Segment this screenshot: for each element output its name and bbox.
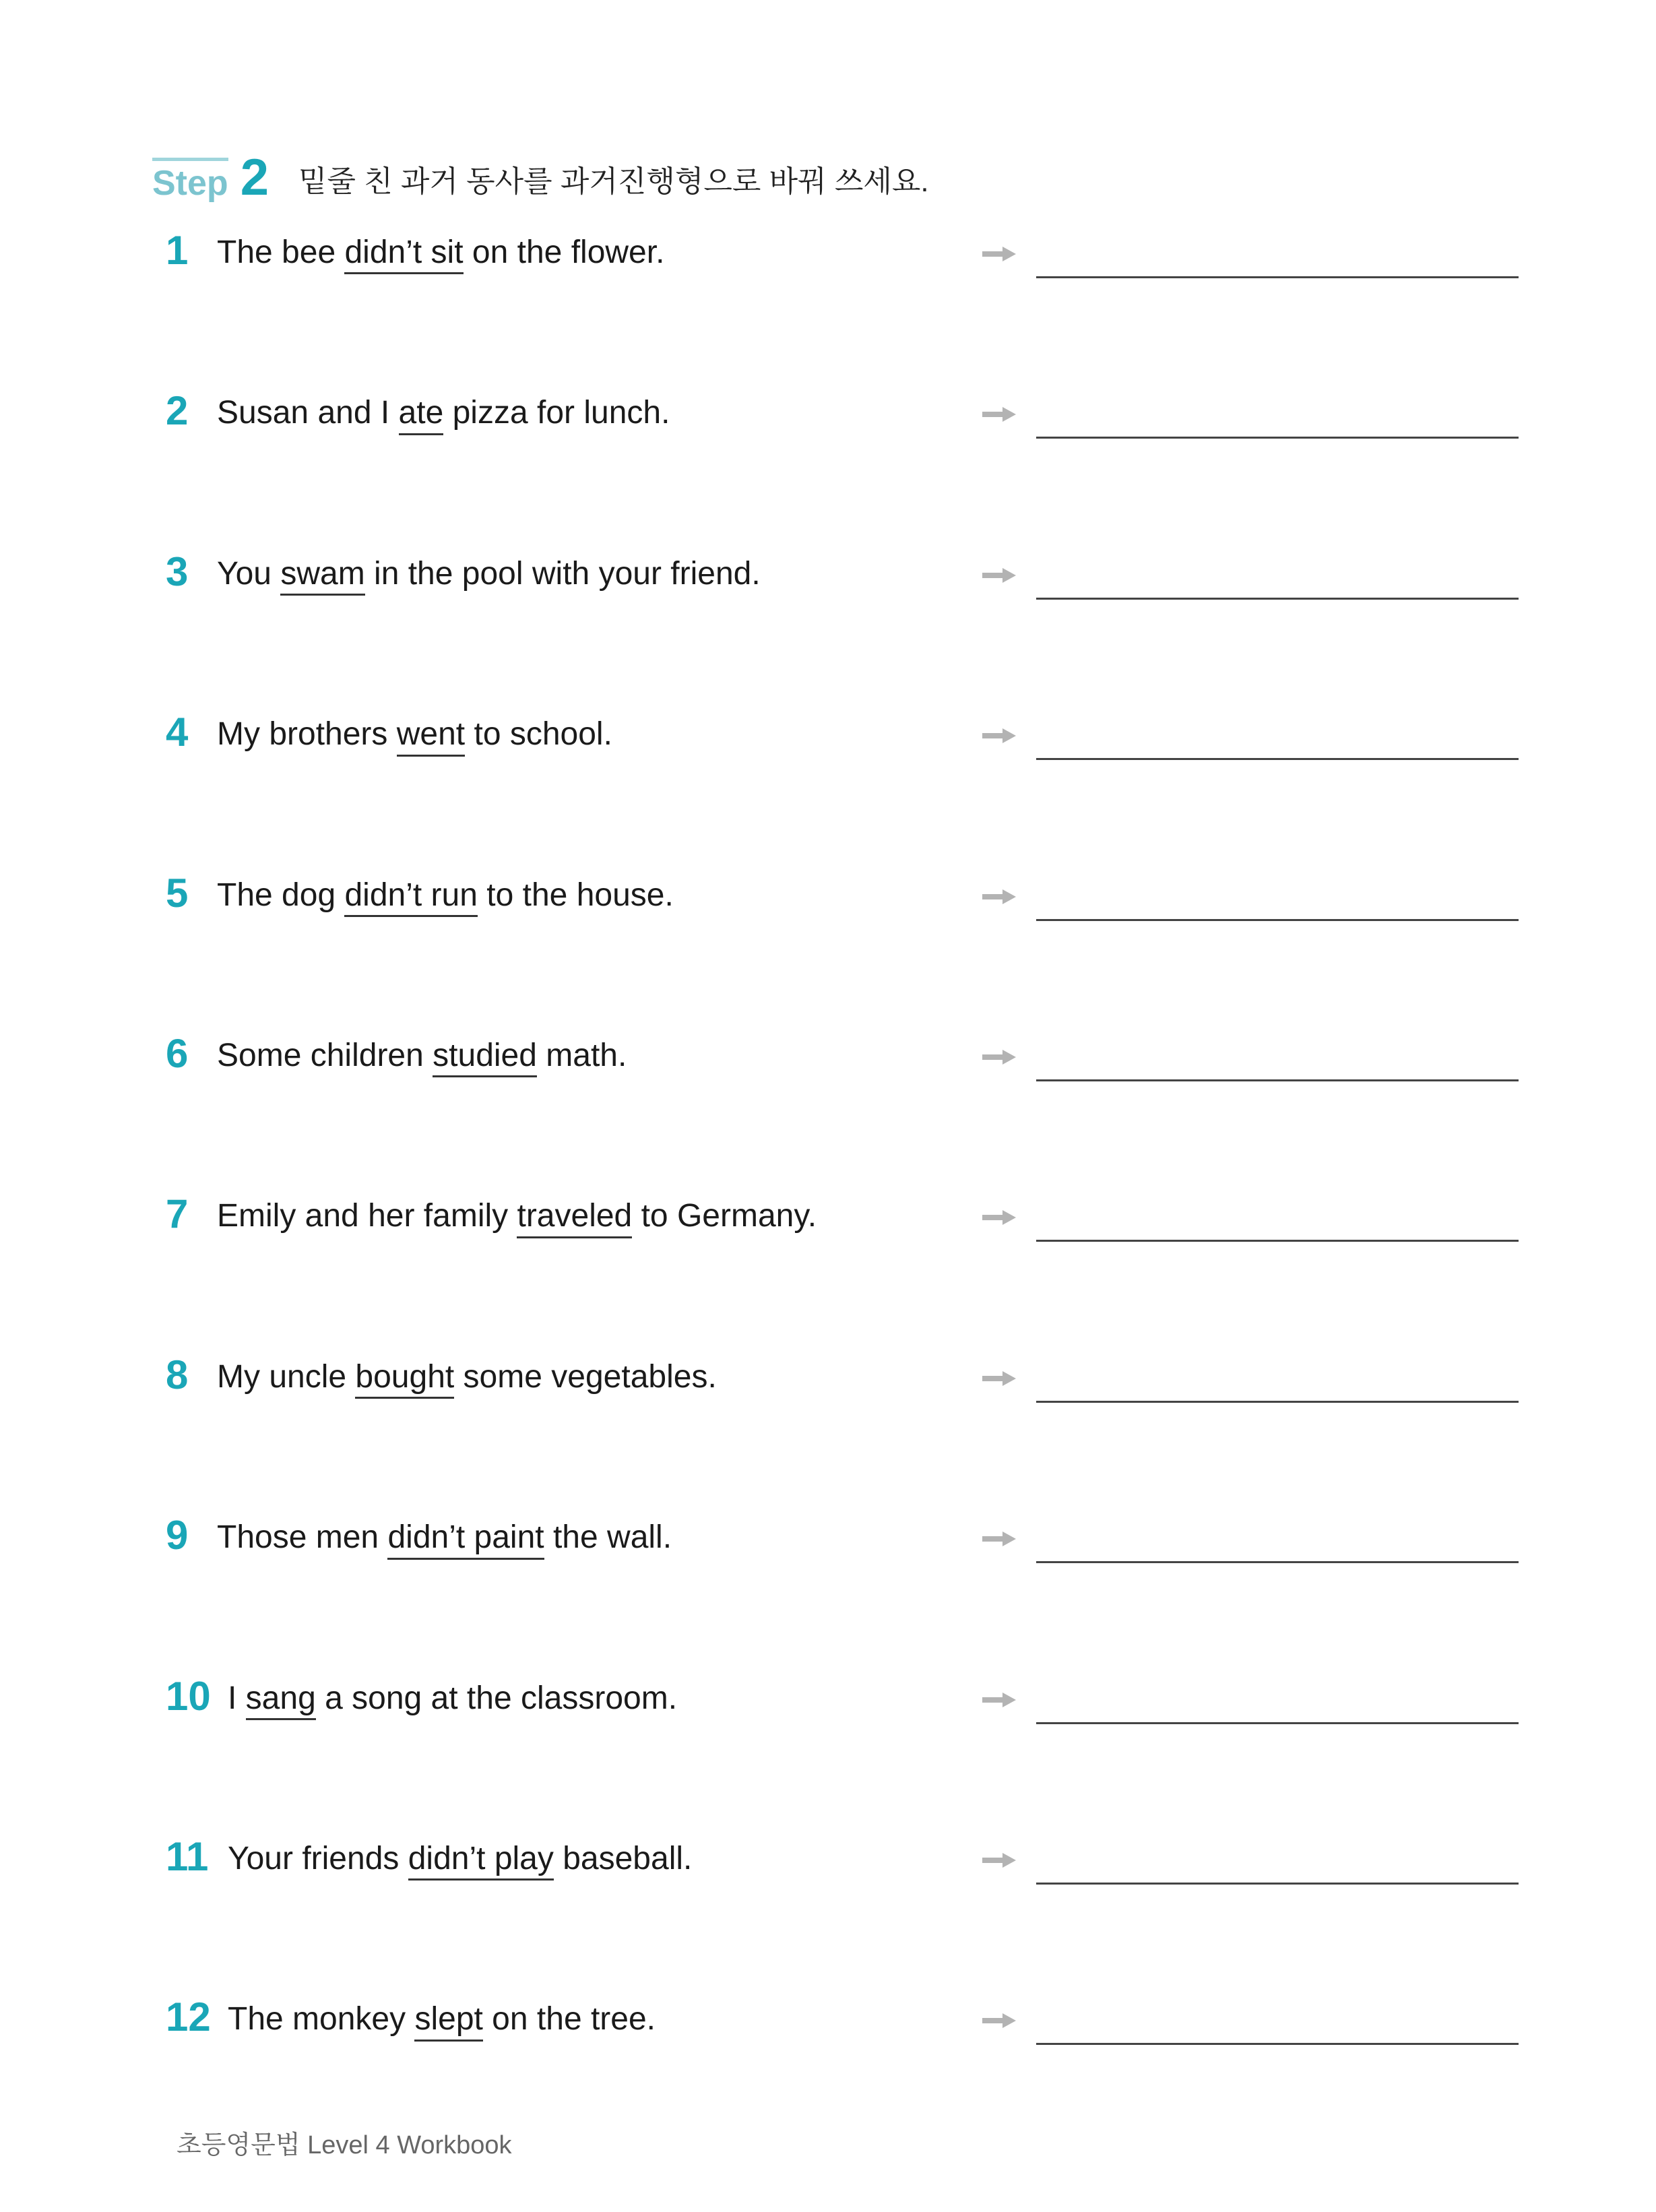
right-arrow-icon	[981, 1530, 1017, 1548]
underlined-verb: didn’t sit	[344, 236, 463, 274]
sentence-start: Emily and her family	[217, 1198, 517, 1234]
answer-blank[interactable]	[1036, 1240, 1519, 1242]
sentence	[217, 555, 761, 596]
item-number: 4	[166, 709, 189, 755]
exercise-item	[0, 864, 1656, 931]
exercise-item	[0, 381, 1656, 449]
underlined-verb: didn’t paint	[387, 1521, 544, 1559]
sentence-start: My brothers	[217, 716, 397, 753]
item-number: 11	[166, 1834, 209, 1879]
right-arrow-icon	[981, 1209, 1017, 1226]
answer-blank[interactable]	[1036, 758, 1519, 760]
sentence	[217, 1197, 817, 1238]
exercise-item	[0, 703, 1656, 770]
item-number: 3	[166, 548, 189, 594]
answer-blank[interactable]	[1036, 276, 1519, 278]
underlined-verb: sang	[246, 1682, 316, 1720]
right-arrow-icon	[981, 727, 1017, 745]
right-arrow-icon	[981, 1852, 1017, 1869]
sentence	[217, 1358, 717, 1399]
sentence	[217, 233, 664, 274]
underlined-verb: didn’t play	[408, 1842, 554, 1881]
sentence	[217, 1036, 627, 1077]
footer-text: 초등영문법 Level 4 Workbook	[177, 2131, 512, 2159]
sentence-end: on the tree.	[482, 2001, 656, 2037]
sentence-end: the wall.	[544, 1519, 672, 1556]
sentence-start: My uncle	[217, 1358, 356, 1395]
answer-blank[interactable]	[1036, 1401, 1519, 1403]
sentence-end: to school.	[465, 716, 612, 753]
exercise-item	[0, 1988, 1656, 2055]
underlined-verb: slept	[414, 2002, 482, 2041]
right-arrow-icon	[981, 406, 1017, 423]
sentence-end: a song at the classroom.	[315, 1680, 678, 1716]
item-number: 10	[166, 1673, 211, 1719]
right-arrow-icon	[981, 1370, 1017, 1387]
sentence-start: I	[228, 1680, 246, 1716]
instruction-text: 밑줄 친 과거 동사를 과거진행형으로 바꿔 쓰세요.	[298, 165, 929, 198]
item-number: 12	[166, 1994, 211, 2040]
underlined-verb: studied	[433, 1039, 537, 1077]
answer-blank[interactable]	[1036, 2043, 1519, 2045]
sentence	[228, 2000, 656, 2041]
right-arrow-icon	[981, 1691, 1017, 1709]
exercise-item	[0, 221, 1656, 288]
sentence-end: to the house.	[477, 877, 674, 913]
exercise-item	[0, 1024, 1656, 1092]
right-arrow-icon	[981, 1048, 1017, 1066]
sentence-start: The monkey	[228, 2001, 415, 2037]
step-header	[152, 140, 929, 206]
exercise-item	[0, 1827, 1656, 1895]
sentence-start: The bee	[217, 234, 345, 270]
right-arrow-icon	[981, 2012, 1017, 2029]
item-number: 6	[166, 1031, 189, 1076]
step-number: 2	[240, 148, 269, 206]
sentence	[217, 876, 674, 917]
underlined-verb: went	[397, 718, 465, 756]
sentence	[217, 393, 670, 435]
sentence-start: Susan and I	[217, 395, 399, 431]
sentence	[217, 1518, 672, 1559]
exercise-item	[0, 1506, 1656, 1573]
sentence-end: math.	[536, 1038, 627, 1073]
underlined-verb: bought	[355, 1360, 454, 1399]
sentence-end: pizza for lunch.	[443, 395, 670, 431]
answer-blank[interactable]	[1036, 437, 1519, 439]
sentence	[217, 715, 612, 756]
sentence-end: some vegetables.	[454, 1358, 717, 1395]
exercise-item	[0, 542, 1656, 610]
sentence-start: Your friends	[228, 1841, 408, 1876]
right-arrow-icon	[981, 245, 1017, 263]
sentence-start: The dog	[217, 877, 345, 913]
sentence-end: on the flower.	[463, 234, 665, 270]
sentence-start: Some children	[217, 1038, 433, 1073]
item-number: 2	[166, 388, 189, 434]
exercise-item	[0, 1346, 1656, 1413]
item-number: 7	[166, 1191, 189, 1237]
sentence-end: baseball.	[553, 1841, 693, 1876]
underlined-verb: swam	[280, 557, 364, 596]
answer-blank[interactable]	[1036, 1561, 1519, 1563]
answer-blank[interactable]	[1036, 1883, 1519, 1885]
sentence-end: in the pool with your friend.	[364, 555, 761, 592]
sentence-end: to Germany.	[632, 1198, 817, 1234]
sentence	[228, 1679, 677, 1720]
exercise-item	[0, 1184, 1656, 1252]
answer-blank[interactable]	[1036, 598, 1519, 600]
item-number: 5	[166, 870, 189, 916]
right-arrow-icon	[981, 888, 1017, 906]
sentence-start: You	[217, 555, 281, 592]
answer-blank[interactable]	[1036, 919, 1519, 921]
answer-blank[interactable]	[1036, 1079, 1519, 1081]
item-number: 1	[166, 228, 189, 273]
sentence-start: Those men	[217, 1519, 388, 1556]
item-number: 8	[166, 1352, 189, 1397]
right-arrow-icon	[981, 567, 1017, 584]
sentence	[228, 1839, 692, 1881]
exercise-item	[0, 1667, 1656, 1734]
underlined-verb: traveled	[517, 1199, 632, 1238]
step-label: Step	[152, 158, 228, 201]
underlined-verb: ate	[399, 396, 444, 435]
underlined-verb: didn’t run	[344, 879, 477, 917]
answer-blank[interactable]	[1036, 1722, 1519, 1724]
item-number: 9	[166, 1513, 189, 1558]
